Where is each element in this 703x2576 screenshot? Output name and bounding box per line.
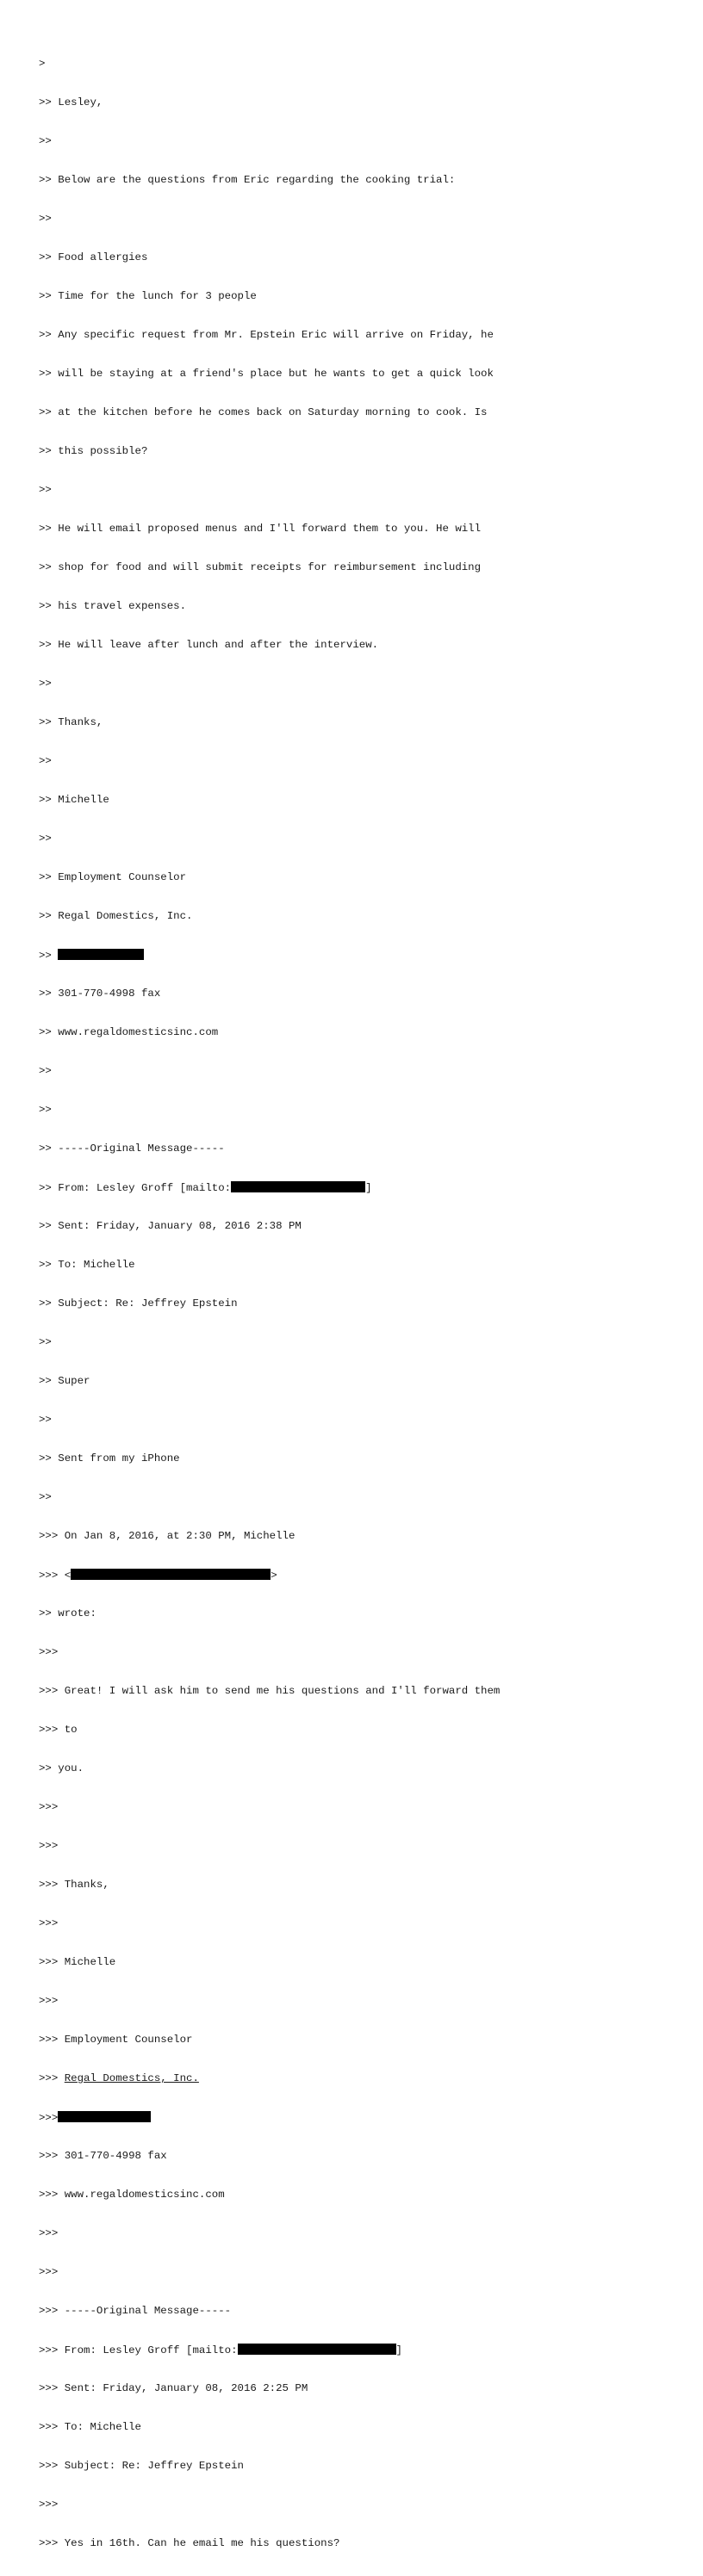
text-line: >> will be staying at a friend's place but he wants to get a quick look (39, 368, 494, 380)
signature-fax: >>> 301-770-4998 fax (39, 2150, 167, 2162)
quote-prefix: >>> (39, 2072, 65, 2084)
text-line: >> you. (39, 1762, 84, 1774)
signature-phone-line (39, 949, 500, 962)
text-line: >>> (39, 1995, 59, 2007)
redaction-block (238, 2344, 396, 2355)
signature-title: >> Employment Counselor (39, 871, 187, 883)
signature-company: >> Regal Domestics, Inc. (39, 910, 193, 922)
text-line: >> He will email proposed menus and I'll forward them to you. He will (39, 523, 482, 535)
signature-title: >>> Employment Counselor (39, 2034, 193, 2046)
from-line (39, 2344, 500, 2356)
redaction-block (71, 1569, 271, 1580)
redaction-block (58, 2111, 151, 2122)
text-line: >> his travel expenses. (39, 600, 187, 612)
signature-fax: >> 301-770-4998 fax (39, 988, 161, 1000)
text-line: >> He will leave after lunch and after the interview. (39, 639, 379, 651)
text-line: >> (39, 484, 52, 496)
signature-name: >> Michelle (39, 794, 109, 806)
original-message-header: >>> -----Original Message----- (39, 2305, 232, 2317)
text-line: >>> On Jan 8, 2016, at 2:30 PM, Michelle (39, 1530, 296, 1542)
text-line: >> Thanks, (39, 716, 103, 728)
greeting-line: >> Lesley, (39, 96, 103, 108)
text-line: >> Below are the questions from Eric regarding the cooking trial: (39, 174, 456, 186)
text-line: >> (39, 213, 52, 225)
text-line: > (39, 58, 46, 70)
text-line: >>> (39, 1840, 59, 1852)
text-line: >> (39, 1491, 52, 1503)
text-line: >> Food allergies (39, 251, 148, 263)
text-line: >> at the kitchen before he comes back on Saturday morning to cook. Is (39, 406, 488, 418)
original-message-header: >> -----Original Message----- (39, 1142, 225, 1155)
to-line: >>> To: Michelle (39, 2421, 141, 2433)
signature-website: >>> www.regaldomesticsinc.com (39, 2189, 225, 2201)
text-line: >>> (39, 2266, 59, 2278)
text-line: >> (39, 135, 52, 147)
text-line: >>> Thanks, (39, 1879, 109, 1891)
subject-line: >> Subject: Re: Jeffrey Epstein (39, 1297, 238, 1310)
text-line: >> Sent from my iPhone (39, 1452, 180, 1464)
text-line: >>> (39, 1801, 59, 1813)
text-line: >> Time for the lunch for 3 people (39, 290, 257, 302)
quote-prefix: >>> < (39, 1570, 72, 1582)
text-line: >>> (39, 1917, 59, 1929)
text-line: >> wrote: (39, 1607, 96, 1619)
text-line: >> shop for food and will submit receipts for reimbursement including (39, 561, 482, 573)
redaction-block (58, 949, 144, 960)
text-line: >>> (39, 2227, 59, 2239)
quote-prefix: >> (39, 950, 59, 962)
text-line: >> (39, 755, 52, 767)
text-line: >> (39, 1336, 52, 1348)
sent-line: >> Sent: Friday, January 08, 2016 2:38 PM (39, 1220, 302, 1232)
text-line: >> Super (39, 1375, 90, 1387)
from-suffix: ] (365, 1182, 372, 1194)
text-line: >> (39, 833, 52, 845)
text-line: >> (39, 678, 52, 690)
signature-name: >>> Michelle (39, 1956, 116, 1968)
signature-phone-line (39, 2111, 500, 2124)
from-prefix: >> From: Lesley Groff [mailto: (39, 1182, 232, 1194)
redaction-block (231, 1181, 365, 1192)
email-body (39, 32, 500, 2576)
from-line (39, 1181, 500, 1194)
email-address-line (39, 1569, 500, 1582)
signature-company (39, 2072, 500, 2085)
text-line: >>> to (39, 1724, 78, 1736)
from-prefix: >>> From: Lesley Groff [mailto: (39, 2344, 238, 2356)
address-suffix: > (271, 1570, 277, 1582)
text-line: >> this possible? (39, 445, 148, 457)
text-line: >>> Great! I will ask him to send me his questions and I'll forward them (39, 1685, 501, 1697)
company-name: Regal Domestics, Inc. (64, 2072, 199, 2084)
text-line: >> (39, 1414, 52, 1426)
text-line: >>> (39, 1646, 59, 1658)
text-line: >>> Yes in 16th. Can he email me his questions? (39, 2537, 340, 2549)
signature-website: >> www.regaldomesticsinc.com (39, 1026, 219, 1038)
sent-line: >>> Sent: Friday, January 08, 2016 2:25 PM (39, 2382, 308, 2394)
subject-line: >>> Subject: Re: Jeffrey Epstein (39, 2460, 244, 2472)
text-line: >> (39, 1104, 52, 1116)
to-line: >> To: Michelle (39, 1259, 135, 1271)
text-line: >> (39, 1065, 52, 1077)
text-line: >>> (39, 2499, 59, 2511)
from-suffix: ] (395, 2344, 402, 2356)
text-line: >> Any specific request from Mr. Epstein Eric will arrive on Friday, he (39, 329, 494, 341)
quote-prefix: >>> (39, 2112, 59, 2124)
